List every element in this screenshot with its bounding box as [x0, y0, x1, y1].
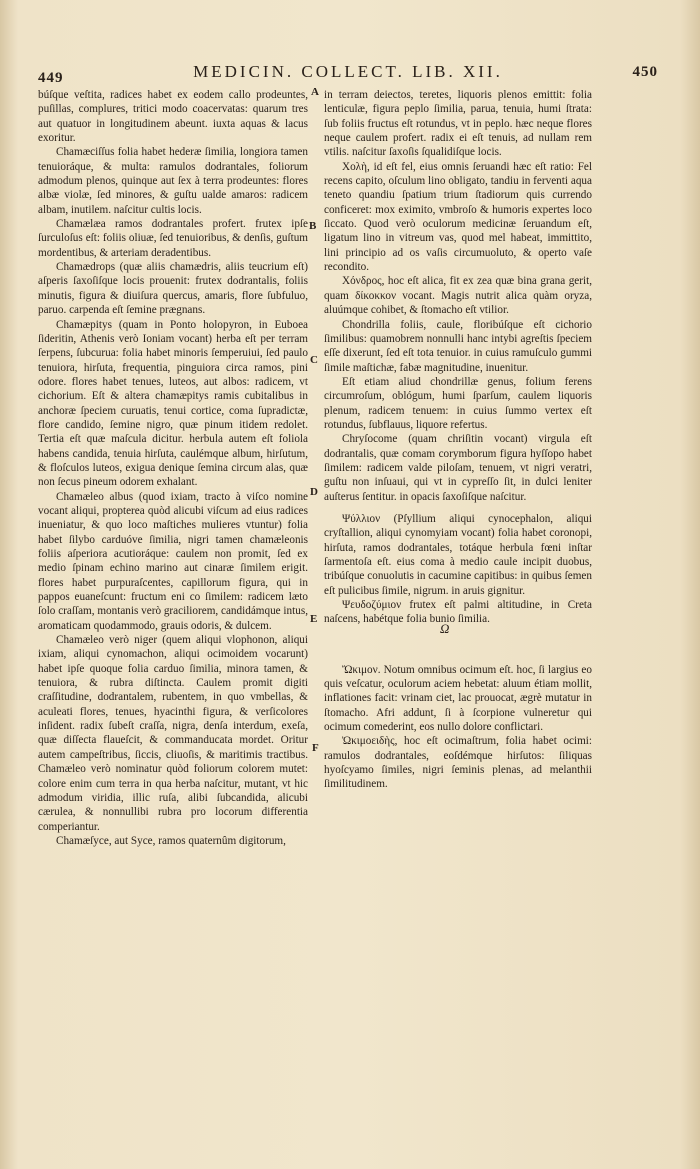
margin-letter: C — [310, 354, 318, 366]
paragraph: Chamæſyce, aut Syce, ramos quaternûm digitorum, — [56, 834, 286, 847]
running-title: MEDICIN. COLLECT. LIB. XII. — [193, 62, 503, 81]
section-letter: Ω — [440, 621, 450, 636]
paragraph: Χόνδρος, hoc eſt alica, fit ex zea quæ bina grana gerit, quam δίκοκκον vocant. Magis nutrit alica quàm oryza, aluúmque cohibet, & ſtomacho eſt vtilior. — [324, 275, 592, 317]
paragraph: Ὤκιμον. Notum omnibus ocimum eſt. hoc, ſi largius eo quis veſcatur, oculorum aciem hebetat: aluum étiam mollit, inflationes facit: vrinam ciet, lac prouocat, ægrè mutatur in ſtomacho. Afri addunt, ſi à ſcorpione vulneretur qui ocimum comederint, eos nullo dolore conflictari. — [324, 663, 592, 734]
paragraph: Chamælæa ramos dodrantales profert. frutex ipſe ſurculoſus eſt: foliis oliuæ, ſed tenuioribus, & denſis, guſtum mordentibus, & arteriam deradentibus. — [38, 218, 308, 259]
paragraph: Eſt etiam aliud chondrillæ genus, folium ferens circumroſum, oblógum, humi ſparſum, caulem liquoris plenum, radicem tenuem: in cuius ſummo vertex eſt rotundus, ſubflauus, liquore refertus. — [324, 375, 592, 431]
paragraph: Χολὴ, id eſt fel, eius omnis ſeruandi hæc eſt ratio: Fel recens capito, oſculum lino obligato, tandiu in ferventi aqua teneto quandiu ſpatium trium ſtadiorum quis currendo conficeret: mox eximito, vmbroſo & humoris expertes loco ſiccato. Quod verò oculorum medicinæ ſeruandum eſt, ligatum lino in vitreum vas, quod mel habeat, immittito, lini principio ad os vaſis circumuoluto, & operto vaſe recondito. — [324, 160, 592, 274]
paragraph: Chamæpitys (quam in Ponto holopyron, in Euboea ſideritin, Athenis verò Ioniam vocant) herba eſt per terram ſerpens, ſubcurua: folia habet minoris ſemperuiui, ſed paulo tenuiora, hirſuta, frequentia, pinguiora circa ramos, pini odore. flores habet tenues, luteos, aut albos: radicem, vt cichorium. Eſt & altera chamæpitys ramis cubitalibus in anchoræ ſpeciem curuatis, tenui cortice, coma ſupradictæ, flore candido, ſemine nigro, quæ pinum itidem redolet. Tertia eſt quæ maſcula dicitur. herbula autem eſt foliola habens candida, tenuia hirſuta, caulémque album, hirſutum, & floſculos luteos, exigua denique ſemina circum alas, quæ non ſecus pineum odorem exhalant. — [38, 318, 308, 489]
paragraph: in terram deiectos, teretes, liquoris plenos emittit: folia lenticulæ, figura peplo ſimilia, parua, tenuia, humi ſtrata: ſub foliis fructus eſt rotundus, vt in peplo. hæc neque flores neque caulem profert. radix ei eſt tenuis, ad nullam rem vtilis. naſcitur ſaxoſis ſqualidiſque locis. — [324, 89, 592, 159]
margin-letter: F — [312, 742, 319, 754]
margin-letter: D — [310, 486, 318, 498]
page-number-right: 450 — [632, 64, 658, 80]
page-number-left: 449 — [38, 70, 64, 86]
margin-letter: A — [311, 86, 319, 98]
paragraph: Chamædrops (quæ aliis chamædris, aliis teucrium eſt) aſperis ſaxoſiſque locis prouenit: frutex dodrantalis, foliis minutis, figura & diuiſura quercus, amaris, flore ſubfuluo, paruo. carpenda eſt ſemine prægnans. — [38, 261, 308, 317]
paragraph: Ψύλλιον (Pſyllium aliqui cynocephalon, aliqui cryſtallion, aliqui cynomyiam vocant) folia habet coronopi, hirſuta, ramos dodrantales, totáque herbula fœni inſtar ſarmentoſa eſt. eius coma à medio caule incipit duobus, tribúſque conuolutis in cacumine capitibus: in quibus ſemen eſt pulicibus ſimile, nigrum. in aruis gignitur. — [324, 512, 592, 597]
margin-letter: E — [310, 613, 318, 625]
paragraph: Chryſocome (quam chriſitin vocant) virgula eſt dodrantalis, quæ comam corymborum figura hyſſopo habet ſimilem: radicem valde piloſam, tenuem, vt nigri veratri, guſtu non inſuaui, qui vt in cypreſſo ſit, in dulci leniter auſterus ſentitur. in opacis ſaxoſiſque naſcitur. — [324, 433, 592, 503]
margin-letter: B — [309, 220, 317, 232]
right-column — [324, 88, 592, 792]
paragraph: Chamæciſſus folia habet hederæ ſimilia, longiora tamen tenuioráque, & multa: ramulos dodrantales, foliorum admodum plenos, quinque aut ſex à terra prodeuntes: flores albæ violæ, ſed minores, & guſtu ualde amaros: radicem albam, inutilem. naſcitur cultis locis. — [38, 146, 308, 216]
paragraph: búſque veſtita, radices habet ex eodem callo prodeuntes, puſillas, complures, tritici modo coacervatas: quarum tres aut quatuor in longitudinem abeunt. iuxta aquas & lacus exoritur. — [38, 89, 308, 145]
paragraph: Chamæleo verò niger (quem aliqui vlophonon, aliqui ixiam, aliqui cynomachon, aliqui ocimoidem vocarunt) habet ipſe quoque folia carduo ſimilia, minora tamen, & tenuiora, & rubra diſtincta. Caulem promit digiti craſſitudine, dodrantalem, rubentem, in quo vmbellas, & aculeati flores, tenues, hyacinthi figura, & verſicolores inſident. radix ſubeſt craſſa, nigra, denſa interdum, exeſa, quæ diſſecta flaueſcit, & commanducata mordet. Oritur autem campeſtribus, ſiccis, cliuoſis, & maritimis tractibus. Chamæleo verò nominatur quòd foliorum colorem mutet: colore enim cum terra in qua herba naſcitur, mutant, vt hic admodum viridia, illic ruſa, alibi ſubcandida, alicubi cærulea, & nonnullibi rubra pro locorum differentia comperiantur. — [38, 634, 308, 833]
left-column — [38, 88, 308, 848]
paragraph: Chamæleo albus (quod ixiam, tracto à viſco nomine vocant aliqui, propterea quòd alicubi viſcum ad eius radices inueniatur, & quo loco maſtiches mulieres vtuntur) folia habet ſilybo carduóve ſimilia, nigri tamen chamæleonis foliis aſperiora acutioráque: caulem non promit, ſed ex medio ſpinam echino marino aut cinaræ ſimilem erigit. flores habet purpuraſcentes, capillorum figura, qui in pappos euaneſcunt: fructum eni co ſimilem: radicem læto ſolo craſſam, montanis verò graciliorem, candidámque intus, aromaticam quodammodo, grauis odoris, & dulcem. — [38, 490, 308, 632]
page-header — [38, 58, 658, 86]
paragraph: Ὠκιμοειδὴς, hoc eſt ocimaſtrum, folia habet ocimi: ramulos dodrantales, eoſdémque hirſutos: ſiliquas hyoſcyamo ſimiles, nigri ſeminis plenas, ad melanthii ſimilitudinem. — [324, 735, 592, 791]
paragraph: Ψευδοζύμιον frutex eſt palmi altitudine, in Creta naſcens, habétque folia bunio ſimilia. — [324, 599, 592, 626]
paragraph: Chondrilla foliis, caule, floribúſque eſt cichorio ſimilibus: quamobrem nonnulli hanc intybi agreſtis ſpeciem eſſe dixerunt, ſed eſt tota tenuior. in cuius ramuſculo gummi ſimile maſtichæ, fabæ magnitudine, inuenitur. — [324, 318, 592, 374]
